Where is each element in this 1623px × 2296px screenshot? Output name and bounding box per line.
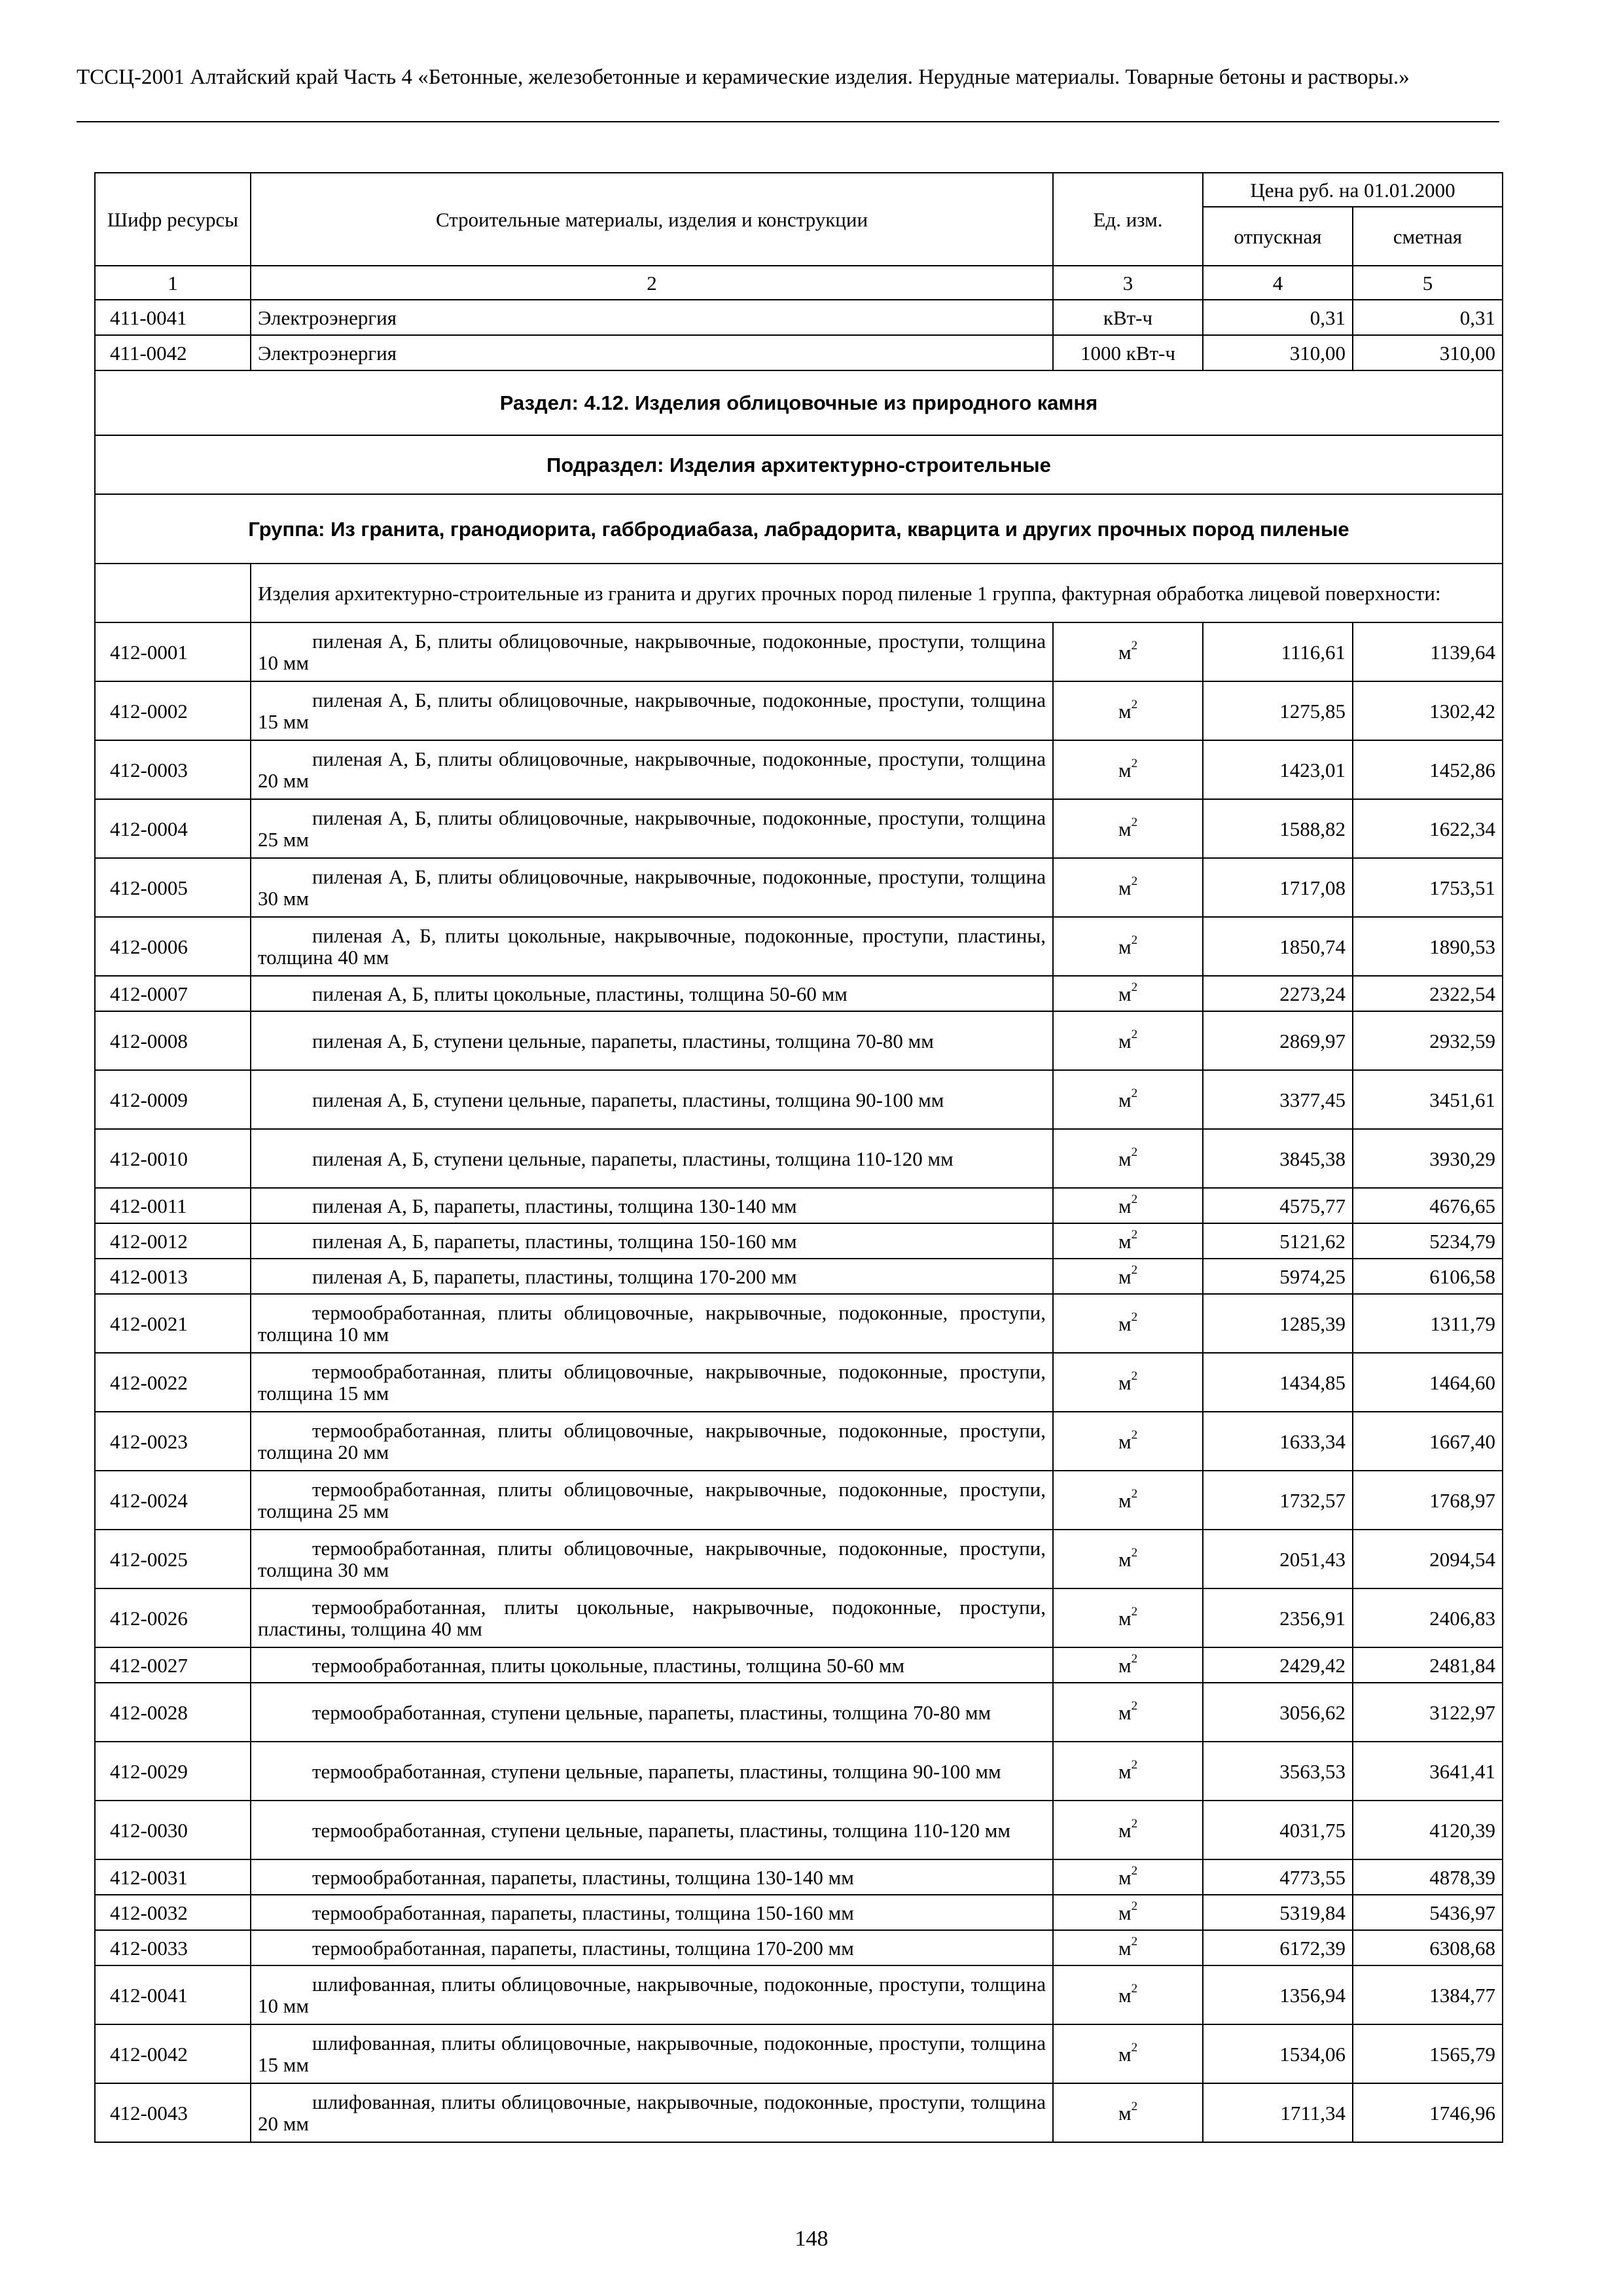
table-row bbox=[95, 2024, 1503, 2083]
wholesale-price: 1588,82 bbox=[1203, 799, 1353, 858]
resource-code: 412-0007 bbox=[95, 976, 251, 1011]
column-header-price: Цена руб. на 01.01.2000 bbox=[1203, 173, 1503, 207]
resource-code: 412-0043 bbox=[95, 2083, 251, 2142]
unit bbox=[1053, 2083, 1203, 2142]
price-table-body bbox=[95, 173, 1503, 2142]
wholesale-price: 5319,84 bbox=[1203, 1895, 1353, 1930]
unit bbox=[1053, 858, 1203, 917]
table-row bbox=[95, 1011, 1503, 1070]
unit bbox=[1053, 1294, 1203, 1353]
wholesale-price: 1116,61 bbox=[1203, 622, 1353, 681]
resource-name: термообработанная, плиты облицовочные, накрывочные, подоконные, проступи, толщина 25 мм bbox=[251, 1471, 1053, 1530]
unit-exponent: 2 bbox=[1131, 1028, 1138, 1042]
column-header-wholesale: отпускная bbox=[1203, 207, 1353, 266]
unit bbox=[1053, 1930, 1203, 1965]
unit-base: м bbox=[1118, 1488, 1132, 1512]
resource-code: 412-0026 bbox=[95, 1588, 251, 1647]
resource-name: шлифованная, плиты облицовочные, накрывочные, подоконные, проступи, толщина 15 мм bbox=[251, 2024, 1053, 2083]
resource-name: термообработанная, парапеты, пластины, толщина 170-200 мм bbox=[251, 1930, 1053, 1965]
wholesale-price: 2273,24 bbox=[1203, 976, 1353, 1011]
resource-code: 412-0032 bbox=[95, 1895, 251, 1930]
resource-name: пиленая А, Б, плиты облицовочные, накрывочные, подоконные, проступи, толщина 30 мм bbox=[251, 858, 1053, 917]
wholesale-price: 1711,34 bbox=[1203, 2083, 1353, 2142]
estimate-price: 1452,86 bbox=[1353, 740, 1503, 799]
resource-code: 411-0042 bbox=[95, 335, 251, 370]
table-row bbox=[95, 300, 1503, 335]
column-number: 2 bbox=[251, 266, 1053, 300]
unit-base: м bbox=[1118, 1029, 1132, 1052]
resource-name: шлифованная, плиты облицовочные, накрывочные, подоконные, проступи, толщина 20 мм bbox=[251, 2083, 1053, 2142]
unit-base: м bbox=[1118, 817, 1132, 840]
wholesale-price: 3845,38 bbox=[1203, 1129, 1353, 1188]
table-row bbox=[95, 1930, 1503, 1965]
resource-code: 412-0033 bbox=[95, 1930, 251, 1965]
header-divider bbox=[77, 121, 1499, 122]
section-title: Раздел: 4.12. Изделия облицовочные из природного камня bbox=[95, 370, 1503, 435]
unit-exponent: 2 bbox=[1131, 639, 1138, 653]
wholesale-price: 1285,39 bbox=[1203, 1294, 1353, 1353]
resource-code: 412-0002 bbox=[95, 681, 251, 740]
table-row bbox=[95, 1294, 1503, 1353]
estimate-price: 5436,97 bbox=[1353, 1895, 1503, 1930]
unit-base: м bbox=[1118, 2042, 1132, 2066]
estimate-price: 2932,59 bbox=[1353, 1011, 1503, 1070]
unit-exponent: 2 bbox=[1131, 933, 1138, 948]
table-row bbox=[95, 1965, 1503, 2024]
unit bbox=[1053, 1588, 1203, 1647]
estimate-price: 6106,58 bbox=[1353, 1259, 1503, 1294]
unit-base: м bbox=[1118, 1606, 1132, 1630]
table-row bbox=[95, 1353, 1503, 1412]
unit bbox=[1053, 1353, 1203, 1412]
estimate-price: 1311,79 bbox=[1353, 1294, 1503, 1353]
unit bbox=[1053, 1011, 1203, 1070]
wholesale-price: 1275,85 bbox=[1203, 681, 1353, 740]
unit bbox=[1053, 1070, 1203, 1129]
resource-code: 412-0025 bbox=[95, 1530, 251, 1588]
resource-name: пиленая А, Б, плиты облицовочные, накрывочные, подоконные, проступи, толщина 25 мм bbox=[251, 799, 1053, 858]
estimate-price: 6308,68 bbox=[1353, 1930, 1503, 1965]
table-row bbox=[95, 2083, 1503, 2142]
unit-exponent: 2 bbox=[1131, 1982, 1138, 1996]
price-table bbox=[94, 172, 1503, 2143]
resource-name: термообработанная, парапеты, пластины, толщина 150-160 мм bbox=[251, 1895, 1053, 1930]
estimate-price: 4676,65 bbox=[1353, 1188, 1503, 1223]
unit bbox=[1053, 740, 1203, 799]
table-row bbox=[95, 1647, 1503, 1683]
unit bbox=[1053, 2024, 1203, 2083]
resource-code: 412-0030 bbox=[95, 1801, 251, 1859]
table-row bbox=[95, 976, 1503, 1011]
subsection-title: Подраздел: Изделия архитектурно-строительные bbox=[95, 435, 1503, 494]
table-row bbox=[95, 1742, 1503, 1801]
unit bbox=[1053, 1223, 1203, 1259]
wholesale-price: 1534,06 bbox=[1203, 2024, 1353, 2083]
wholesale-price: 1732,57 bbox=[1203, 1471, 1353, 1530]
wholesale-price: 5974,25 bbox=[1203, 1259, 1353, 1294]
unit-exponent: 2 bbox=[1131, 1899, 1138, 1914]
wholesale-price: 1717,08 bbox=[1203, 858, 1353, 917]
resource-code: 412-0001 bbox=[95, 622, 251, 681]
unit-base: м bbox=[1118, 1700, 1132, 1724]
resource-name: пиленая А, Б, парапеты, пластины, толщина 150-160 мм bbox=[251, 1223, 1053, 1259]
estimate-price: 2094,54 bbox=[1353, 1530, 1503, 1588]
unit-base: м bbox=[1118, 1759, 1132, 1783]
section-row bbox=[95, 370, 1503, 435]
resource-code: 411-0041 bbox=[95, 300, 251, 335]
unit-base: м bbox=[1118, 758, 1132, 781]
unit-base: м bbox=[1118, 1653, 1132, 1677]
unit bbox=[1053, 1412, 1203, 1471]
estimate-price: 3451,61 bbox=[1353, 1070, 1503, 1129]
resource-name: пиленая А, Б, плиты цокольные, накрывочные, подоконные, проступи, пластины, толщина 40 мм bbox=[251, 917, 1053, 976]
unit-exponent: 2 bbox=[1131, 1605, 1138, 1619]
unit-base: м bbox=[1118, 1229, 1132, 1253]
unit-exponent: 2 bbox=[1131, 1428, 1138, 1443]
estimate-price: 1667,40 bbox=[1353, 1412, 1503, 1471]
page-number: 148 bbox=[794, 2227, 829, 2251]
resource-code: 412-0042 bbox=[95, 2024, 251, 2083]
unit-exponent: 2 bbox=[1131, 1699, 1138, 1713]
unit-base: м bbox=[1118, 1901, 1132, 1924]
unit-exponent: 2 bbox=[1131, 1145, 1138, 1160]
unit bbox=[1053, 917, 1203, 976]
wholesale-price: 3056,62 bbox=[1203, 1683, 1353, 1742]
resource-name: термообработанная, плиты облицовочные, накрывочные, подоконные, проступи, толщина 10 мм bbox=[251, 1294, 1053, 1353]
estimate-price: 3930,29 bbox=[1353, 1129, 1503, 1188]
resource-code: 412-0005 bbox=[95, 858, 251, 917]
unit bbox=[1053, 1859, 1203, 1895]
resource-name: Электроэнергия bbox=[251, 300, 1053, 335]
wholesale-price: 2356,91 bbox=[1203, 1588, 1353, 1647]
unit bbox=[1053, 1530, 1203, 1588]
estimate-price: 3641,41 bbox=[1353, 1742, 1503, 1801]
estimate-price: 4120,39 bbox=[1353, 1801, 1503, 1859]
document-header: ТССЦ-2001 Алтайский край Часть 4 «Бетонные, железобетонные и керамические изделия. Нерудные материалы. Товарные бетоны и растворы.» bbox=[77, 65, 1410, 89]
table-row bbox=[95, 1070, 1503, 1129]
column-number-row bbox=[95, 266, 1503, 300]
resource-name: пиленая А, Б, парапеты, пластины, толщина 130-140 мм bbox=[251, 1188, 1053, 1223]
resource-code: 412-0029 bbox=[95, 1742, 251, 1801]
table-row bbox=[95, 799, 1503, 858]
column-header-estimate: сметная bbox=[1353, 207, 1503, 266]
estimate-price: 1302,42 bbox=[1353, 681, 1503, 740]
table-row bbox=[95, 622, 1503, 681]
table-row bbox=[95, 681, 1503, 740]
resource-name: пиленая А, Б, ступени цельные, парапеты, пластины, толщина 70-80 мм bbox=[251, 1011, 1053, 1070]
wholesale-price: 1434,85 bbox=[1203, 1353, 1353, 1412]
table-row bbox=[95, 335, 1503, 370]
unit bbox=[1053, 1895, 1203, 1930]
column-number: 1 bbox=[95, 266, 251, 300]
resource-code: 412-0022 bbox=[95, 1353, 251, 1412]
unit-exponent: 2 bbox=[1131, 1310, 1138, 1325]
group-title: Группа: Из гранита, гранодиорита, габбродиабаза, лабрадорита, кварцита и других прочных пород пиленые bbox=[95, 494, 1503, 564]
estimate-price: 5234,79 bbox=[1353, 1223, 1503, 1259]
resource-code: 412-0023 bbox=[95, 1412, 251, 1471]
wholesale-price: 6172,39 bbox=[1203, 1930, 1353, 1965]
column-header-name: Строительные материалы, изделия и конструкции bbox=[251, 173, 1053, 266]
unit-base: м bbox=[1118, 935, 1132, 958]
estimate-price: 310,00 bbox=[1353, 335, 1503, 370]
group-description: Изделия архитектурно-строительные из гранита и других прочных пород пиленые 1 группа, фактурная обработка лицевой поверхности: bbox=[251, 564, 1503, 622]
unit-exponent: 2 bbox=[1131, 1228, 1138, 1242]
unit bbox=[1053, 1742, 1203, 1801]
resource-code: 412-0006 bbox=[95, 917, 251, 976]
unit bbox=[1053, 681, 1203, 740]
resource-name: термообработанная, ступени цельные, парапеты, пластины, толщина 90-100 мм bbox=[251, 1742, 1053, 1801]
resource-code: 412-0010 bbox=[95, 1129, 251, 1188]
unit-base: м bbox=[1118, 1194, 1132, 1217]
column-header-unit: Ед. изм. bbox=[1053, 173, 1203, 266]
column-number: 3 bbox=[1053, 266, 1203, 300]
column-number: 4 bbox=[1203, 266, 1353, 300]
unit-base: м bbox=[1118, 1429, 1132, 1453]
resource-name: пиленая А, Б, парапеты, пластины, толщина 170-200 мм bbox=[251, 1259, 1053, 1294]
wholesale-price: 3377,45 bbox=[1203, 1070, 1353, 1129]
wholesale-price: 5121,62 bbox=[1203, 1223, 1353, 1259]
table-row bbox=[95, 1588, 1503, 1647]
unit-base: м bbox=[1118, 1265, 1132, 1288]
resource-name: пиленая А, Б, плиты облицовочные, накрывочные, подоконные, проступи, толщина 10 мм bbox=[251, 622, 1053, 681]
unit-base: м bbox=[1118, 1371, 1132, 1394]
unit-base: м bbox=[1118, 1547, 1132, 1571]
unit-base: м bbox=[1118, 1936, 1132, 1960]
group-description-row bbox=[95, 564, 1503, 622]
resource-name: шлифованная, плиты облицовочные, накрывочные, подоконные, проступи, толщина 10 мм bbox=[251, 1965, 1053, 2024]
wholesale-price: 1356,94 bbox=[1203, 1965, 1353, 2024]
wholesale-price: 1633,34 bbox=[1203, 1412, 1353, 1471]
unit-exponent: 2 bbox=[1131, 1086, 1138, 1101]
unit-exponent: 2 bbox=[1131, 874, 1138, 889]
unit bbox=[1053, 1801, 1203, 1859]
resource-name: термообработанная, ступени цельные, парапеты, пластины, толщина 70-80 мм bbox=[251, 1683, 1053, 1742]
unit-exponent: 2 bbox=[1131, 1817, 1138, 1831]
estimate-price: 1768,97 bbox=[1353, 1471, 1503, 1530]
unit-base: м bbox=[1118, 1312, 1132, 1335]
unit bbox=[1053, 622, 1203, 681]
unit-base: м bbox=[1118, 1088, 1132, 1111]
unit bbox=[1053, 1259, 1203, 1294]
unit-exponent: 2 bbox=[1131, 2041, 1138, 2055]
estimate-price: 4878,39 bbox=[1353, 1859, 1503, 1895]
wholesale-price: 2429,42 bbox=[1203, 1647, 1353, 1683]
unit-base: м bbox=[1118, 1818, 1132, 1842]
resource-name: пиленая А, Б, плиты облицовочные, накрывочные, подоконные, проступи, толщина 20 мм bbox=[251, 740, 1053, 799]
resource-code: 412-0028 bbox=[95, 1683, 251, 1742]
unit-exponent: 2 bbox=[1131, 1864, 1138, 1878]
resource-name: термообработанная, парапеты, пластины, толщина 130-140 мм bbox=[251, 1859, 1053, 1895]
wholesale-price: 2051,43 bbox=[1203, 1530, 1353, 1588]
resource-code: 412-0027 bbox=[95, 1647, 251, 1683]
unit: кВт-ч bbox=[1053, 300, 1203, 335]
resource-name: термообработанная, плиты облицовочные, накрывочные, подоконные, проступи, толщина 20 мм bbox=[251, 1412, 1053, 1471]
empty-cell bbox=[95, 564, 251, 622]
estimate-price: 1753,51 bbox=[1353, 858, 1503, 917]
unit-exponent: 2 bbox=[1131, 1652, 1138, 1666]
resource-code: 412-0009 bbox=[95, 1070, 251, 1129]
unit bbox=[1053, 1647, 1203, 1683]
table-row bbox=[95, 1471, 1503, 1530]
unit-exponent: 2 bbox=[1131, 1935, 1138, 1949]
unit: 1000 кВт-ч bbox=[1053, 335, 1203, 370]
wholesale-price: 1423,01 bbox=[1203, 740, 1353, 799]
column-header-code: Шифр ресурсы bbox=[95, 173, 251, 266]
estimate-price: 1622,34 bbox=[1353, 799, 1503, 858]
unit-base: м bbox=[1118, 1983, 1132, 2007]
unit-exponent: 2 bbox=[1131, 698, 1138, 712]
table-row bbox=[95, 1859, 1503, 1895]
resource-name: термообработанная, плиты цокольные, накрывочные, подоконные, проступи, пластины, толщина 40 мм bbox=[251, 1588, 1053, 1647]
unit-base: м bbox=[1118, 982, 1132, 1005]
unit bbox=[1053, 1129, 1203, 1188]
unit-base: м bbox=[1118, 1147, 1132, 1170]
estimate-price: 0,31 bbox=[1353, 300, 1503, 335]
unit bbox=[1053, 799, 1203, 858]
unit-exponent: 2 bbox=[1131, 1193, 1138, 1207]
unit-exponent: 2 bbox=[1131, 1758, 1138, 1772]
estimate-price: 1139,64 bbox=[1353, 622, 1503, 681]
resource-code: 412-0011 bbox=[95, 1188, 251, 1223]
table-row bbox=[95, 1188, 1503, 1223]
unit-base: м bbox=[1118, 699, 1132, 723]
unit bbox=[1053, 1683, 1203, 1742]
unit bbox=[1053, 1188, 1203, 1223]
unit-exponent: 2 bbox=[1131, 1369, 1138, 1384]
column-number: 5 bbox=[1353, 266, 1503, 300]
unit bbox=[1053, 976, 1203, 1011]
estimate-price: 1464,60 bbox=[1353, 1353, 1503, 1412]
wholesale-price: 2869,97 bbox=[1203, 1011, 1353, 1070]
resource-name: пиленая А, Б, плиты цокольные, пластины, толщина 50-60 мм bbox=[251, 976, 1053, 1011]
unit-exponent: 2 bbox=[1131, 1546, 1138, 1560]
resource-name: Электроэнергия bbox=[251, 335, 1053, 370]
unit-exponent: 2 bbox=[1131, 1263, 1138, 1278]
resource-code: 412-0021 bbox=[95, 1294, 251, 1353]
table-row bbox=[95, 1412, 1503, 1471]
estimate-price: 3122,97 bbox=[1353, 1683, 1503, 1742]
unit-base: м bbox=[1118, 876, 1132, 899]
resource-code: 412-0008 bbox=[95, 1011, 251, 1070]
estimate-price: 1890,53 bbox=[1353, 917, 1503, 976]
table-row bbox=[95, 1895, 1503, 1930]
unit-exponent: 2 bbox=[1131, 1487, 1138, 1501]
resource-name: термообработанная, плиты цокольные, пластины, толщина 50-60 мм bbox=[251, 1647, 1053, 1683]
group-row bbox=[95, 494, 1503, 564]
resource-name: пиленая А, Б, ступени цельные, парапеты, пластины, толщина 110-120 мм bbox=[251, 1129, 1053, 1188]
wholesale-price: 1850,74 bbox=[1203, 917, 1353, 976]
estimate-price: 2322,54 bbox=[1353, 976, 1503, 1011]
resource-name: пиленая А, Б, плиты облицовочные, накрывочные, подоконные, проступи, толщина 15 мм bbox=[251, 681, 1053, 740]
table-header-row bbox=[95, 173, 1503, 207]
resource-code: 412-0004 bbox=[95, 799, 251, 858]
resource-name: пиленая А, Б, ступени цельные, парапеты, пластины, толщина 90-100 мм bbox=[251, 1070, 1053, 1129]
table-row bbox=[95, 1683, 1503, 1742]
resource-name: термообработанная, ступени цельные, парапеты, пластины, толщина 110-120 мм bbox=[251, 1801, 1053, 1859]
wholesale-price: 4575,77 bbox=[1203, 1188, 1353, 1223]
unit-exponent: 2 bbox=[1131, 757, 1138, 771]
unit-base: м bbox=[1118, 2101, 1132, 2125]
resource-name: термообработанная, плиты облицовочные, накрывочные, подоконные, проступи, толщина 15 мм bbox=[251, 1353, 1053, 1412]
wholesale-price: 4031,75 bbox=[1203, 1801, 1353, 1859]
estimate-price: 1746,96 bbox=[1353, 2083, 1503, 2142]
table-row bbox=[95, 1129, 1503, 1188]
resource-code: 412-0013 bbox=[95, 1259, 251, 1294]
unit bbox=[1053, 1471, 1203, 1530]
resource-name: термообработанная, плиты облицовочные, накрывочные, подоконные, проступи, толщина 30 мм bbox=[251, 1530, 1053, 1588]
table-row bbox=[95, 740, 1503, 799]
unit-exponent: 2 bbox=[1131, 980, 1138, 995]
wholesale-price: 3563,53 bbox=[1203, 1742, 1353, 1801]
estimate-price: 2406,83 bbox=[1353, 1588, 1503, 1647]
wholesale-price: 310,00 bbox=[1203, 335, 1353, 370]
table-row bbox=[95, 1259, 1503, 1294]
table-row bbox=[95, 1801, 1503, 1859]
table-row bbox=[95, 858, 1503, 917]
table-row bbox=[95, 1223, 1503, 1259]
wholesale-price: 4773,55 bbox=[1203, 1859, 1353, 1895]
resource-code: 412-0041 bbox=[95, 1965, 251, 2024]
table-row bbox=[95, 917, 1503, 976]
resource-code: 412-0031 bbox=[95, 1859, 251, 1895]
resource-code: 412-0003 bbox=[95, 740, 251, 799]
resource-code: 412-0024 bbox=[95, 1471, 251, 1530]
resource-code: 412-0012 bbox=[95, 1223, 251, 1259]
estimate-price: 1384,77 bbox=[1353, 1965, 1503, 2024]
unit-base: м bbox=[1118, 640, 1132, 664]
wholesale-price: 0,31 bbox=[1203, 300, 1353, 335]
estimate-price: 1565,79 bbox=[1353, 2024, 1503, 2083]
table-row bbox=[95, 1530, 1503, 1588]
estimate-price: 2481,84 bbox=[1353, 1647, 1503, 1683]
unit-exponent: 2 bbox=[1131, 2100, 1138, 2114]
unit-base: м bbox=[1118, 1865, 1132, 1889]
subsection-row bbox=[95, 435, 1503, 494]
unit-exponent: 2 bbox=[1131, 816, 1138, 830]
unit bbox=[1053, 1965, 1203, 2024]
